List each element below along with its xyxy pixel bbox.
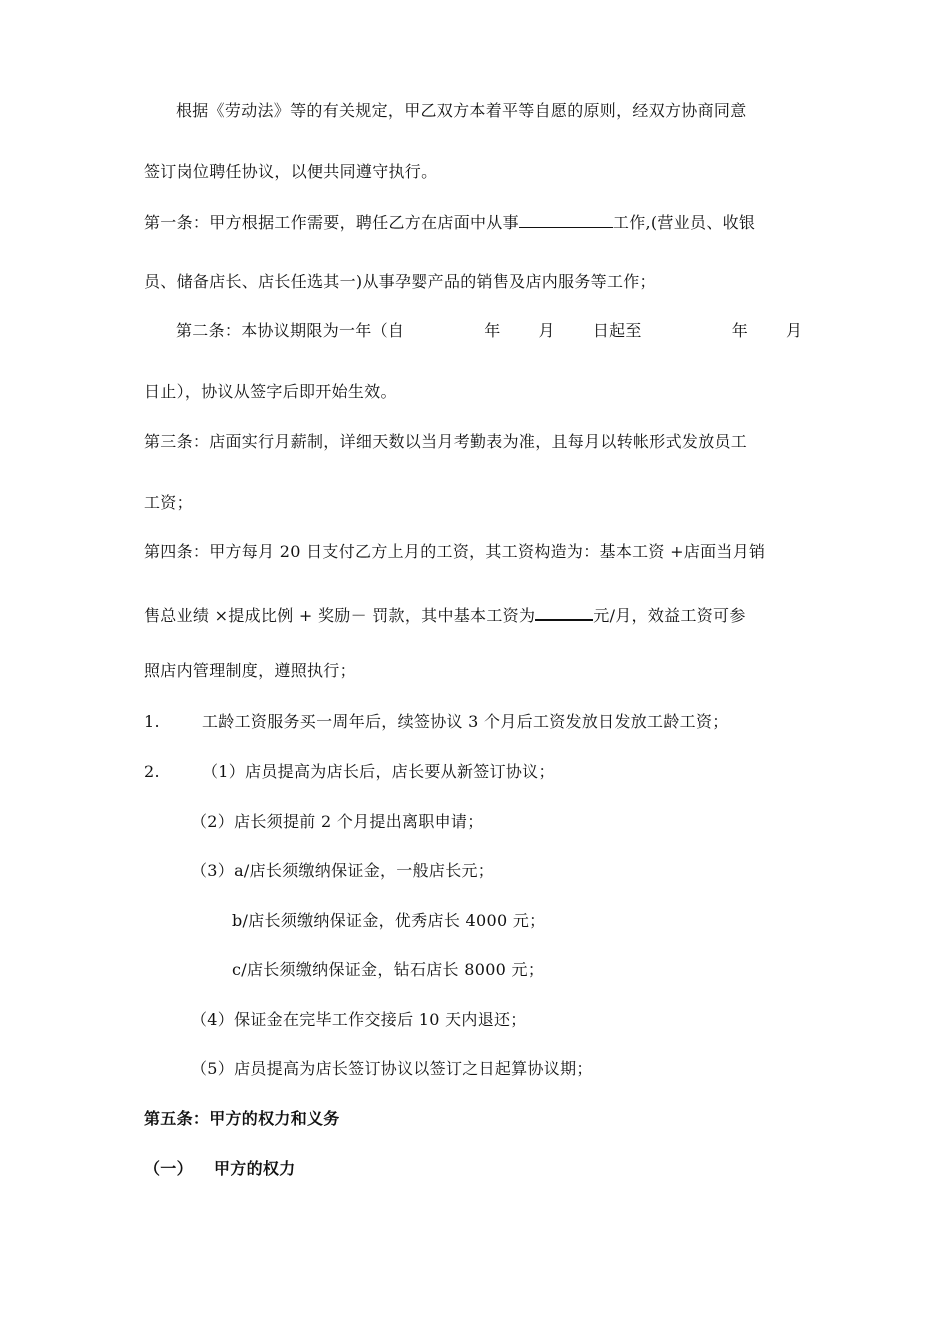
article-1-text-b: 工作,(营业员、收银 [612, 213, 756, 232]
article-4-text-b: 元/月，效益工资可参 [593, 606, 746, 625]
article-4-line-2 [144, 602, 746, 627]
article-4-text-a: 售总业绩 ×提成比例 + 奖励－ 罚款，其中基本工资为 [144, 606, 536, 625]
start-day-label: 日起至 [592, 321, 642, 340]
end-month-label: 月 [786, 321, 803, 340]
item-2-sub-3: （3）a/店长须缴纳保证金，一般店长元； [191, 861, 495, 880]
article-5-heading: 第五条：甲方的权力和义务 [144, 1109, 340, 1128]
article-1-text-a: 第一条：甲方根据工作需要，聘任乙方在店面中从事 [144, 213, 519, 232]
article-3-line-2: 工资； [144, 493, 193, 512]
preamble-line-2: 签订岗位聘任协议，以便共同遵守执行。 [144, 162, 438, 181]
start-month-label: 月 [538, 321, 555, 340]
article-2-text-a: 第二条：本协议期限为一年（自 [176, 321, 405, 340]
end-year-label: 年 [731, 321, 749, 340]
item-2-sub-3c: c/店长须缴纳保证金，钻石店长 8000 元； [232, 960, 545, 979]
article-2-line-1 [176, 320, 802, 342]
item-2-sub-2: （2）店长须提前 2 个月提出离职申请； [191, 812, 484, 831]
article-1-line-1 [144, 210, 755, 234]
item-1-number: 1. [144, 712, 160, 731]
start-year-label: 年 [484, 321, 501, 340]
base-salary-blank [535, 602, 593, 621]
section-1-number: （一） [144, 1159, 193, 1178]
item-1-text: 工龄工资服务买一周年后，续签协议 3 个月后工资发放日发放工龄工资； [202, 712, 729, 731]
item-2-sub-3b: b/店长须缴纳保证金，优秀店长 4000 元； [232, 911, 546, 930]
article-3-line-1: 第三条：店面实行月薪制，详细天数以当月考勤表为准，且每月以转帐形式发放员工 [144, 432, 748, 451]
item-2-sub-1: （1）店员提高为店长后，店长要从新签订协议； [202, 762, 555, 781]
article-4-line-3: 照店内管理制度，遵照执行； [144, 661, 356, 680]
article-1-line-2: 员、储备店长、店长任选其一)从事孕婴产品的销售及店内服务等工作； [144, 272, 656, 291]
item-2-sub-4: （4）保证金在完毕工作交接后 10 天内退还； [191, 1010, 527, 1029]
article-4-line-1: 第四条：甲方每月 20 日支付乙方上月的工资，其工资构造为：基本工资 +店面当月销 [144, 542, 766, 561]
item-2-sub-5: （5）店员提高为店长签订协议以签订之日起算协议期； [191, 1059, 593, 1078]
section-1-heading: 甲方的权力 [214, 1159, 296, 1178]
article-2-line-2: 日止），协议从签字后即开始生效。 [144, 382, 397, 401]
job-type-blank [519, 210, 613, 228]
item-2-number: 2. [144, 762, 160, 781]
preamble-line-1: 根据《劳动法》等的有关规定，甲乙双方本着平等自愿的原则，经双方协商同意 [176, 101, 747, 120]
